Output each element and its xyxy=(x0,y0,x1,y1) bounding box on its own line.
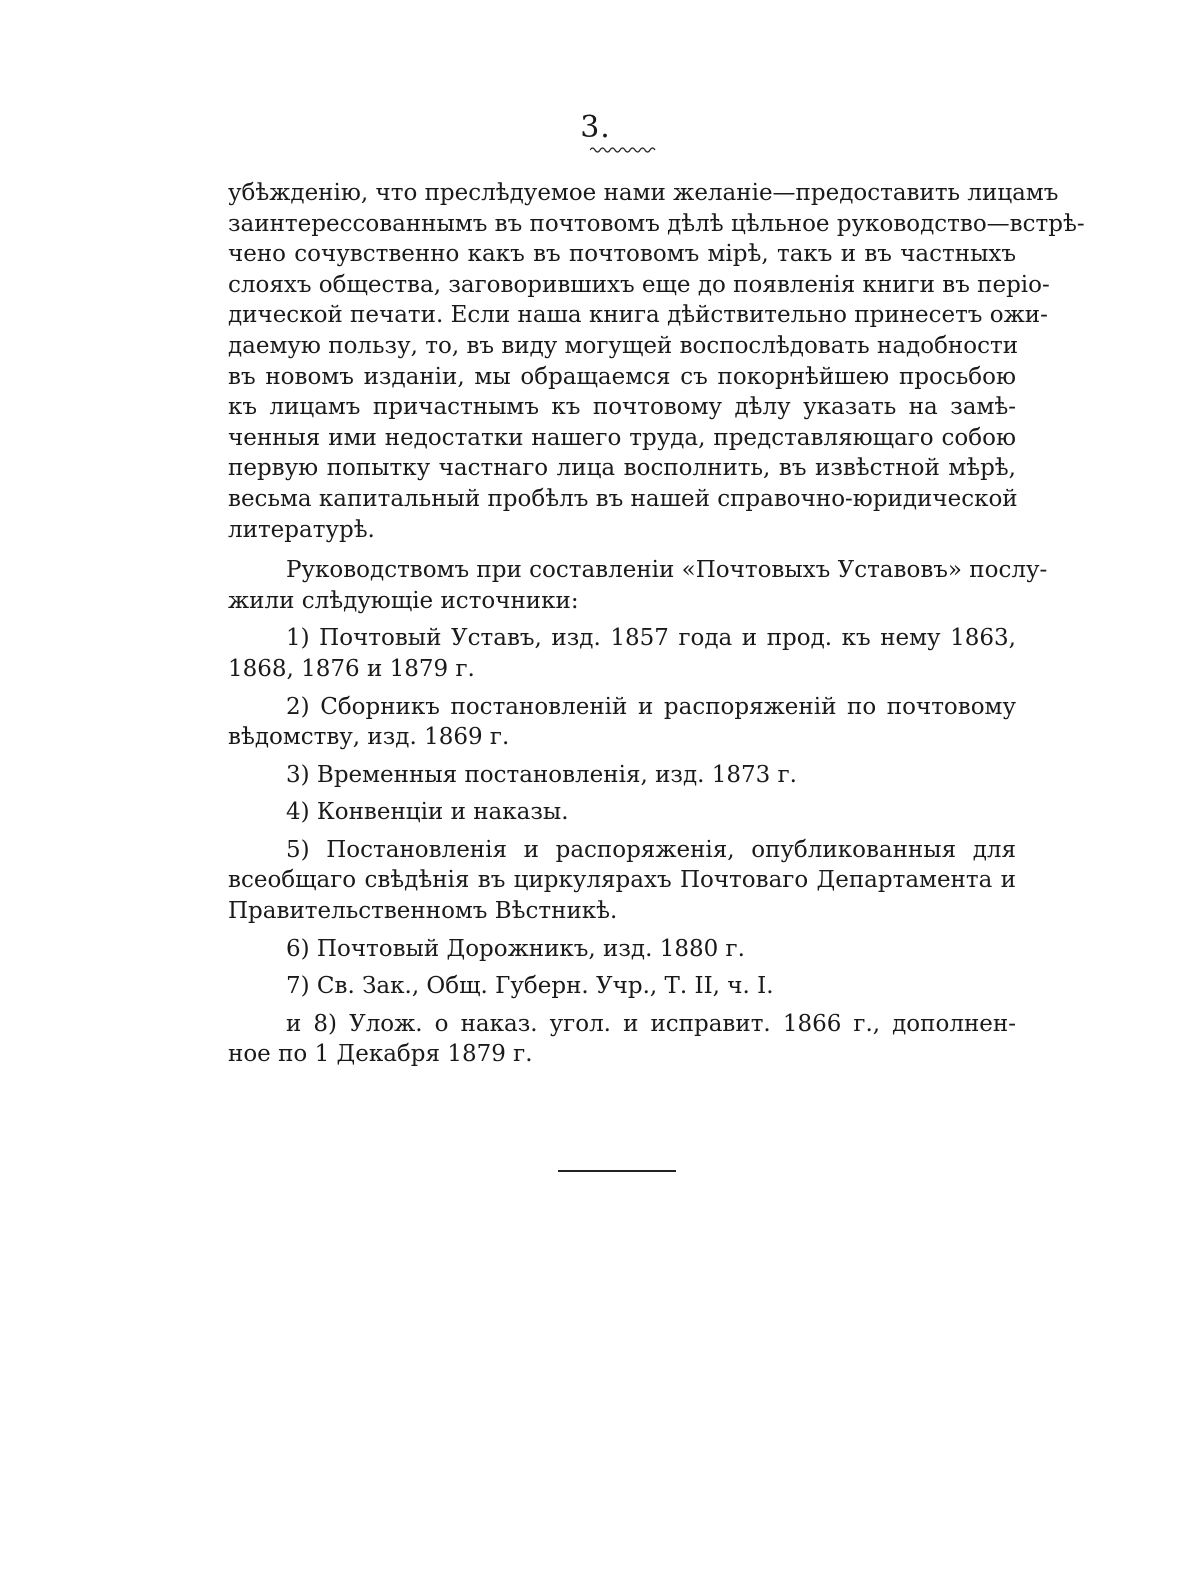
page-number: 3. xyxy=(580,110,611,145)
page-number-ornament xyxy=(590,146,658,154)
text-line: весьма капитальный пробѣлъ въ нашей справочно-юридической xyxy=(228,485,1018,512)
text-line: 2) Сборникъ постановленій и распоряженій по почтовому xyxy=(286,693,1016,720)
source-item-7 xyxy=(228,971,1016,1002)
text-line: заинтерессованнымъ въ почтовомъ дѣлѣ цѣльное руководство—встрѣ- xyxy=(228,210,1085,237)
source-item-8 xyxy=(228,1009,1016,1070)
text-line: въ новомъ изданіи, мы обращаемся съ покорнѣйшею просьбою xyxy=(228,363,1016,390)
text-line: ченныя ими недостатки нашего труда, представляющаго собою xyxy=(228,424,1016,451)
paragraph-sources-intro xyxy=(228,555,1048,616)
source-item-3 xyxy=(228,760,1016,791)
body-text xyxy=(228,178,1085,1070)
text-line: дической печати. Если наша книга дѣйствительно принесетъ ожи- xyxy=(228,302,1048,329)
text-line: Правительственномъ Вѣстникѣ. xyxy=(228,898,618,925)
text-line: и 8) Улож. о наказ. угол. и исправит. 1866 г., дополнен- xyxy=(286,1010,1016,1037)
source-item-5 xyxy=(228,835,1016,927)
text-line: Руководствомъ при составленіи «Почтовыхъ Уставовъ» послу- xyxy=(286,557,1048,584)
text-line: 1) Почтовый Уставъ, изд. 1857 года и прод. къ нему 1863, xyxy=(286,625,1016,652)
text-line: ное по 1 Декабря 1879 г. xyxy=(228,1041,533,1068)
text-line: 6) Почтовый Дорожникъ, изд. 1880 г. xyxy=(286,935,745,962)
text-line: чено сочувственно какъ въ почтовомъ мірѣ, такъ и въ частныхъ xyxy=(228,241,1016,268)
text-line: 1868, 1876 и 1879 г. xyxy=(228,655,475,682)
text-line: даемую пользу, то, въ виду могущей воспослѣдовать надобности xyxy=(228,332,1019,359)
text-line: всеобщаго свѣдѣнія въ циркулярахъ Почтоваго Департамента и xyxy=(228,867,1016,894)
text-line: 3) Временныя постановленія, изд. 1873 г. xyxy=(286,761,797,788)
text-line: убѣжденію, что преслѣдуемое нами желаніе—предоставить лицамъ xyxy=(228,180,1059,206)
text-line: къ лицамъ причастнымъ къ почтовому дѣлу указать на замѣ- xyxy=(228,394,1016,421)
source-item-1 xyxy=(228,623,1016,684)
text-line: литературѣ. xyxy=(228,516,375,543)
text-line: 7) Св. Зак., Общ. Губерн. Учр., Т. II, ч. I. xyxy=(286,973,774,1000)
text-line: 5) Постановленія и распоряженія, опубликованныя для xyxy=(286,836,1016,863)
text-line: жили слѣдующіе источники: xyxy=(228,587,579,614)
paragraph-preface-conclusion xyxy=(228,178,1085,545)
source-item-2 xyxy=(228,692,1016,753)
source-item-6 xyxy=(228,934,1016,965)
text-line: слояхъ общества, заговорившихъ еще до появленія книги въ періо- xyxy=(228,271,1050,298)
end-divider-rule xyxy=(558,1170,676,1172)
text-line: вѣдомству, изд. 1869 г. xyxy=(228,724,510,751)
text-line: 4) Конвенціи и наказы. xyxy=(286,799,569,826)
text-line: первую попытку частнаго лица восполнить, въ извѣстной мѣрѣ, xyxy=(228,455,1016,482)
source-item-4 xyxy=(228,797,1016,828)
